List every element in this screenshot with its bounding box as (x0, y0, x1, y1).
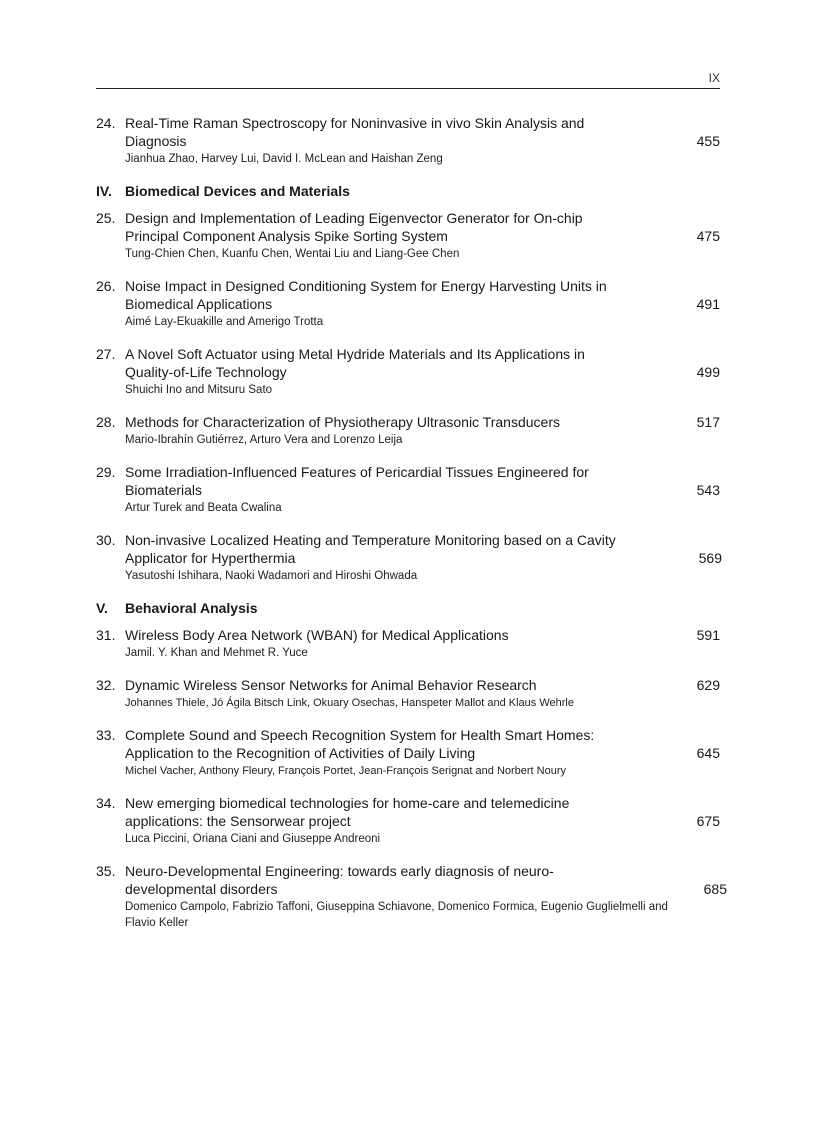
entry-page: 455 (696, 132, 720, 149)
entry-authors: Johannes Thiele, Jó Ágila Bitsch Link, Okuary Osechas, Hanspeter Mallot and Klaus Wehrle (125, 697, 574, 709)
entry-title: Complete Sound and Speech Recognition System for Health Smart Homes: Application to the Recognition of Activities of Daily Living (125, 727, 595, 761)
entry-number: 33. (96, 727, 116, 743)
entry-page: 491 (696, 295, 720, 312)
entry-authors: Michel Vacher, Anthony Fleury, François Portet, Jean-François Serignat and Norbert Noury (125, 765, 567, 777)
page-number: IX (708, 71, 720, 85)
entry-title: Some Irradiation-Influenced Features of Pericardial Tissues Engineered for Biomaterials (125, 464, 589, 498)
entry-authors: Artur Turek and Beata Cwalina (125, 502, 282, 514)
toc-entry-29 (96, 463, 720, 516)
entry-authors: Aimé Lay-Ekuakille and Amerigo Trotta (125, 316, 324, 328)
entry-number: 34. (96, 795, 116, 811)
entry-page: 645 (696, 744, 720, 761)
toc-entry-30 (96, 531, 720, 584)
entry-page: 475 (696, 227, 720, 244)
entry-page: 569 (698, 549, 722, 566)
toc-entry-25 (96, 209, 720, 262)
toc-entry-32 (96, 676, 720, 711)
toc-entry-35 (96, 862, 727, 931)
header-rule (96, 88, 720, 89)
entry-page: 543 (696, 481, 720, 498)
entry-authors: Domenico Campolo, Fabrizio Taffoni, Giuseppina Schiavone, Domenico Formica, Eugenio Guglielmelli and Flavio Keller (125, 901, 668, 929)
entry-number: 31. (96, 627, 116, 643)
toc-entry-27 (96, 345, 720, 398)
entry-number: 32. (96, 677, 116, 693)
toc-entry-26 (96, 277, 720, 330)
entry-title: Methods for Characterization of Physiotherapy Ultrasonic Transducers (125, 414, 560, 430)
entry-number: 35. (96, 863, 116, 879)
entry-title: Real-Time Raman Spectroscopy for Noninvasive in vivo Skin Analysis and Diagnosis (125, 115, 585, 149)
entry-title: Non-invasive Localized Heating and Temperature Monitoring based on a Cavity Applicator for Hyperthermia (125, 532, 616, 566)
entry-number: 26. (96, 278, 116, 294)
entry-authors: Jamil. Y. Khan and Mehmet R. Yuce (125, 647, 308, 659)
section-title: Behavioral Analysis (125, 600, 258, 616)
section-heading-iv (96, 182, 720, 200)
entry-number: 29. (96, 464, 116, 480)
entry-authors: Mario-Ibrahín Gutiérrez, Arturo Vera and Lorenzo Leija (125, 434, 403, 446)
entry-number: 25. (96, 210, 116, 226)
entry-page: 629 (696, 677, 720, 693)
entry-title: Noise Impact in Designed Conditioning System for Energy Harvesting Units in Biomedical Applications (125, 278, 607, 312)
entry-title: New emerging biomedical technologies for home-care and telemedicine applications: the Sensorwear project (125, 795, 570, 829)
toc-entry-34 (96, 794, 720, 847)
entry-number: 28. (96, 414, 116, 430)
entry-number: 30. (96, 532, 116, 548)
table-of-contents (96, 114, 727, 946)
entry-authors: Shuichi Ino and Mitsuru Sato (125, 384, 273, 396)
toc-entry-24 (96, 114, 720, 167)
entry-page: 499 (696, 363, 720, 380)
entry-number: 27. (96, 346, 116, 362)
entry-title: Neuro-Developmental Engineering: towards early diagnosis of neuro-developmental disorders (125, 863, 554, 897)
entry-page: 685 (703, 881, 727, 897)
toc-entry-28 (96, 413, 720, 448)
entry-authors: Luca Piccini, Oriana Ciani and Giuseppe Andreoni (125, 833, 381, 845)
entry-title: Design and Implementation of Leading Eigenvector Generator for On-chip Principal Component Analysis Spike Sorting System (125, 210, 583, 244)
entry-title: Dynamic Wireless Sensor Networks for Animal Behavior Research (125, 677, 537, 693)
entry-title: A Novel Soft Actuator using Metal Hydride Materials and Its Applications in Quality-of-Life Technology (125, 346, 585, 380)
section-heading-v (96, 599, 720, 617)
toc-entry-31 (96, 626, 720, 661)
section-title: Biomedical Devices and Materials (125, 183, 350, 199)
section-number: IV. (96, 183, 112, 199)
entry-page: 675 (696, 812, 720, 829)
entry-page: 591 (696, 627, 720, 643)
entry-authors: Jianhua Zhao, Harvey Lui, David I. McLean and Haishan Zeng (125, 153, 443, 165)
entry-authors: Tung-Chien Chen, Kuanfu Chen, Wentai Liu and Liang-Gee Chen (125, 248, 460, 260)
entry-title: Wireless Body Area Network (WBAN) for Medical Applications (125, 627, 509, 643)
section-number: V. (96, 600, 108, 616)
entry-number: 24. (96, 115, 116, 131)
entry-page: 517 (696, 414, 720, 430)
toc-entry-33 (96, 726, 720, 779)
entry-authors: Yasutoshi Ishihara, Naoki Wadamori and Hiroshi Ohwada (125, 570, 418, 582)
